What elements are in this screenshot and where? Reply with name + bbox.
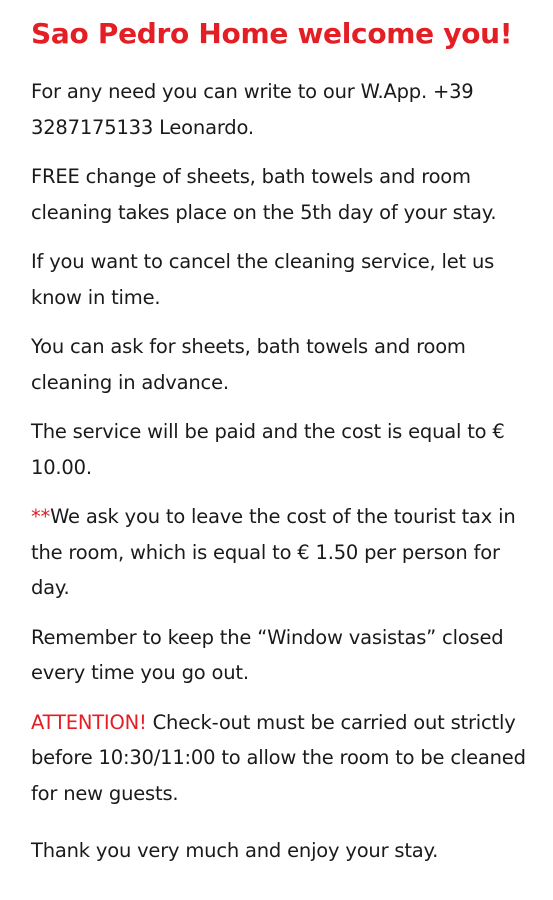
paragraph-window: Remember to keep the “Window vasistas” closed every time you go out. bbox=[31, 625, 504, 684]
paragraph-checkout bbox=[31, 705, 531, 812]
paragraph-free-cleaning: FREE change of sheets, bath towels and room cleaning takes place on the 5th day of your stay. bbox=[31, 165, 497, 224]
checkout-text: Check-out must be carried out strictly before 10:30/11:00 to allow the room to be cleaned for new guests. bbox=[31, 710, 526, 805]
paragraph-contact: For any need you can write to our W.App. +39 3287175133 Leonardo. bbox=[31, 80, 474, 139]
document-title: Sao Pedro Home welcome you! bbox=[31, 17, 513, 50]
document-body bbox=[31, 14, 531, 883]
attention-label: ATTENTION! bbox=[31, 710, 147, 734]
paragraph-advance-request: You can ask for sheets, bath towels and room cleaning in advance. bbox=[31, 335, 466, 394]
paragraph-tourist-tax bbox=[31, 499, 531, 606]
paragraph-cancel-cleaning: If you want to cancel the cleaning service, let us know in time. bbox=[31, 250, 495, 309]
tourist-tax-text: We ask you to leave the cost of the tourist tax in the room, which is equal to € 1.50 per person for day. bbox=[31, 505, 516, 599]
tourist-tax-asterisks: ** bbox=[31, 505, 51, 528]
paragraph-thanks: Thank you very much and enjoy your stay. bbox=[31, 839, 439, 862]
paragraph-service-cost: The service will be paid and the cost is equal to € 10.00. bbox=[31, 420, 505, 479]
